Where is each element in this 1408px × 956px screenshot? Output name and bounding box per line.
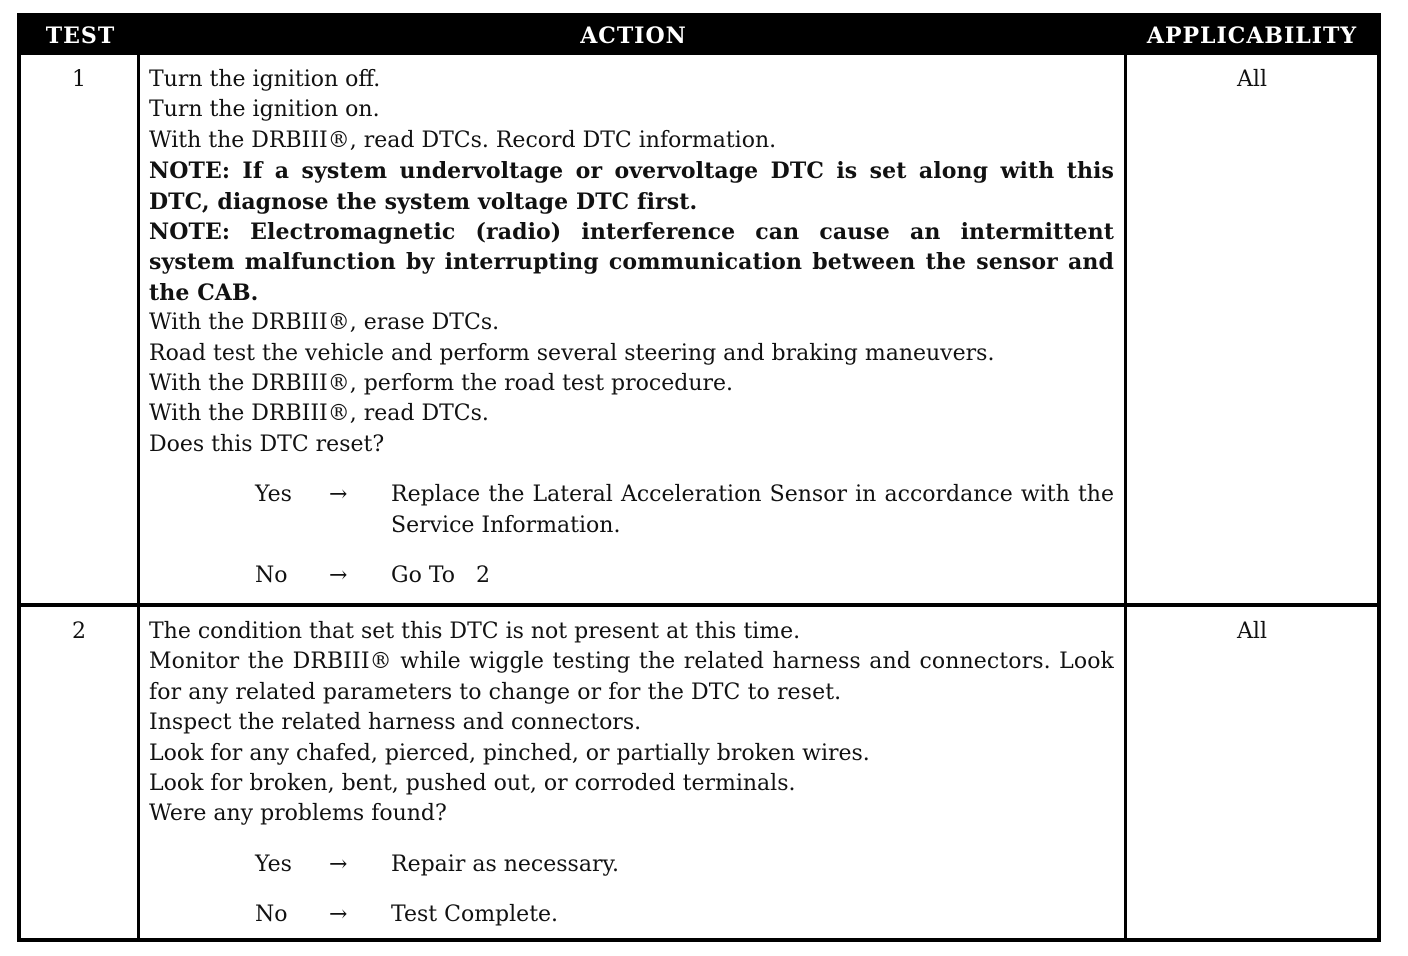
action-question: Does this DTC reset? [149,431,385,457]
right-arrow-icon: → [329,563,348,589]
outcome-no [149,900,1114,930]
test-number-1: 1 [21,55,140,603]
right-arrow-icon: → [329,902,348,928]
answer-yes: Yes [255,482,292,508]
action-step: Road test the vehicle and perform several steering and braking maneuvers. [149,340,995,366]
note-interference: NOTE: Electromagnetic (radio) interference can cause an intermittent system malfunction by interrupting communication between the sensor and the CAB. [149,219,1114,306]
action-step: Turn the ignition off. [149,67,381,92]
outcome-no [149,561,1114,591]
action-step: With the DRBIII®, perform the road test procedure. [149,371,734,397]
applicability-2: All [1127,603,1377,938]
outcome-yes [149,480,1114,541]
right-arrow-icon: → [329,851,348,877]
header-test: TEST [21,17,140,55]
outcome-result: Replace the Lateral Acceleration Sensor in accordance with the Service Information. [391,482,1114,538]
action-question: Were any problems found? [149,801,447,827]
action-step: Monitor the DRBIII® while wiggle testing the related harness and connectors. Look for any related parameters to change or for the DTC to reset. [149,649,1114,705]
header-action: ACTION [140,17,1127,55]
outcome-result: Go To 2 [391,563,490,589]
action-step: Look for broken, bent, pushed out, or corroded terminals. [149,771,796,797]
applicability-1: All [1237,67,1267,92]
diagnostic-test-table [17,13,1381,942]
action-step: With the DRBIII®, read DTCs. [149,401,489,427]
action-step: Inspect the related harness and connectors. [149,710,642,736]
action-step: Look for any chafed, pierced, pinched, or partially broken wires. [149,740,870,766]
answer-no: No [255,563,288,589]
right-arrow-icon: → [329,482,348,508]
action-step: With the DRBIII®, read DTCs. Record DTC information. [149,127,777,153]
answer-no: No [255,902,288,928]
answer-yes: Yes [255,851,292,877]
header-applicability: APPLICABILITY [1127,17,1377,55]
note-voltage: NOTE: If a system undervoltage or overvoltage DTC is set along with this DTC, diagnose the system voltage DTC first. [149,158,1114,215]
action-cell-2 [140,603,1127,938]
outcome-result: Repair as necessary. [391,851,619,877]
action-step: With the DRBIII®, erase DTCs. [149,310,500,336]
outcome-yes [149,850,1114,880]
action-step: The condition that set this DTC is not present at this time. [149,619,801,644]
test-number-2: 2 [21,603,140,938]
action-step: Turn the ignition on. [149,97,380,123]
outcome-result: Test Complete. [391,902,559,928]
action-cell-1 [140,55,1127,603]
